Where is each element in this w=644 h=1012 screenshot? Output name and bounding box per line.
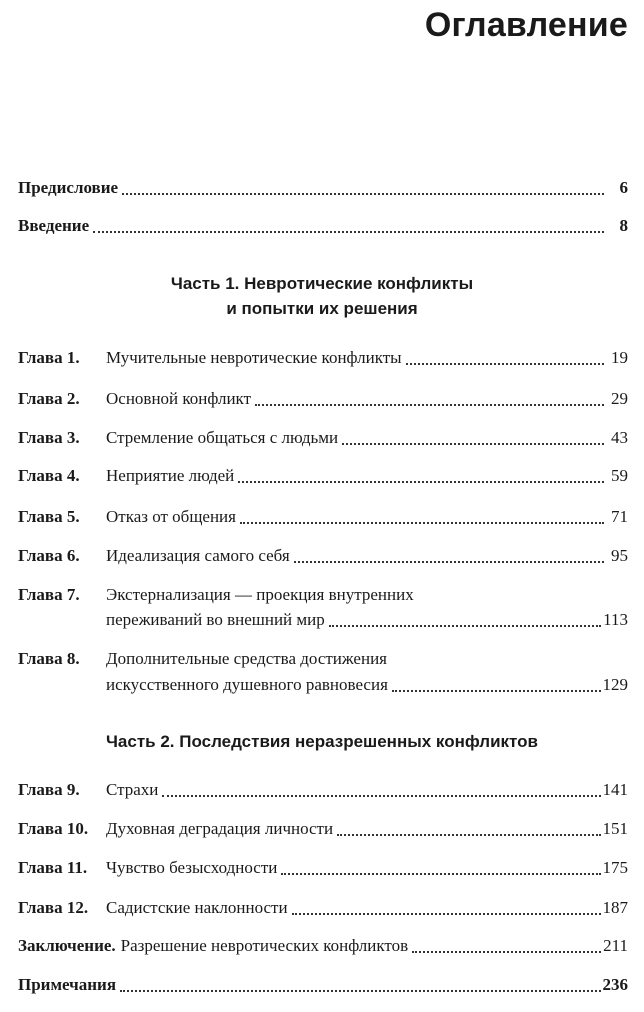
toc-entry-chapter-5[interactable] [18,505,628,529]
page-number: 187 [602,898,628,917]
toc-entry-chapter-8[interactable] [18,647,628,671]
toc-entry-chapter-2[interactable] [18,387,628,411]
leader-dots [329,625,601,627]
toc-entry-chapter-4[interactable] [18,464,628,488]
toc-entry-chapter-11[interactable] [18,856,628,880]
page-number: 29 [611,389,628,408]
toc-entry-chapter-9[interactable] [18,778,628,802]
chapter-label: Глава 5. [18,507,80,526]
toc-entry-conclusion[interactable] [18,934,628,958]
page-number: 43 [611,428,628,447]
toc-entry-chapter-7[interactable] [18,583,628,607]
chapter-label: Глава 6. [18,546,80,565]
page-number: 95 [611,546,628,565]
leader-dots [337,834,600,836]
toc-entry-preface[interactable] [18,176,628,200]
part-2-heading: Часть 2. Последствия неразрешенных конфликтов [105,732,538,751]
chapter-label: Глава 8. [18,649,80,668]
chapter-title-line-1: Дополнительные средства достижения [106,649,387,668]
conclusion-title: Разрешение невротических конфликтов [120,936,409,955]
leader-dots [392,690,601,692]
chapter-label: Глава 4. [18,466,80,485]
toc-entry-introduction[interactable] [18,214,628,238]
leader-dots [240,522,604,524]
leader-dots [294,561,604,563]
entry-title: Введение [18,216,90,235]
leader-dots [120,990,600,992]
page-number: 19 [611,348,628,367]
page-number: 236 [602,975,628,994]
leader-dots [406,363,604,365]
chapter-title: Чувство безысходности [106,858,278,877]
chapter-label: Глава 3. [18,428,80,447]
leader-dots [93,231,604,233]
chapter-title-line-2: искусственного душевного равновесия [106,675,388,694]
toc-entry-chapter-3[interactable] [18,426,628,450]
page-number: 59 [611,466,628,485]
conclusion-label: Заключение. [18,936,116,955]
chapter-title: Идеализация самого себя [106,546,290,565]
chapter-label: Глава 1. [18,348,80,367]
page-number: 211 [603,936,628,955]
chapter-label: Глава 9. [18,780,80,799]
leader-dots [412,951,601,953]
chapter-title: Стремление общаться с людьми [106,428,339,447]
page-number: 71 [611,507,628,526]
leader-dots [292,913,601,915]
toc-entry-chapter-7-continued[interactable] [106,608,628,632]
page-number: 113 [603,610,628,629]
toc-entry-notes[interactable] [18,973,628,997]
chapter-title-line-2: переживаний во внешний мир [106,610,325,629]
page-number: 129 [602,675,628,694]
page-number: 151 [602,819,628,838]
chapter-title-line-1: Экстернализация — проекция внутренних [106,585,414,604]
part-1-heading-line-2: и попытки их решения [226,299,418,318]
leader-dots [255,404,604,406]
leader-dots [281,873,600,875]
part-1-heading-line-1: Часть 1. Невротические конфликты [170,274,474,293]
chapter-label: Глава 12. [18,898,89,917]
toc-entry-chapter-8-continued[interactable] [106,673,628,697]
toc-entry-chapter-12[interactable] [18,896,628,920]
chapter-title: Основной конфликт [106,389,252,408]
chapter-title: Неприятие людей [106,466,235,485]
entry-title: Предисловие [18,178,119,197]
leader-dots [122,193,604,195]
page-title: Оглавление [424,6,628,44]
toc-entry-chapter-6[interactable] [18,544,628,568]
chapter-title: Мучительные невротические конфликты [106,348,402,367]
page-number: 8 [619,216,628,235]
chapter-label: Глава 11. [18,858,88,877]
entry-title: Примечания [18,975,117,994]
chapter-title: Духовная деградация личности [106,819,334,838]
toc-entry-chapter-10[interactable] [18,817,628,841]
page-number: 175 [602,858,628,877]
chapter-title: Отказ от общения [106,507,236,526]
leader-dots [162,795,600,797]
chapter-title: Садистские наклонности [106,898,288,917]
leader-dots [238,481,604,483]
page-number: 6 [619,178,628,197]
toc-entry-chapter-1[interactable] [18,346,628,370]
leader-dots [342,443,604,445]
chapter-label: Глава 7. [18,585,80,604]
chapter-label: Глава 10. [18,819,89,838]
chapter-label: Глава 2. [18,389,80,408]
page-number: 141 [602,780,628,799]
chapter-title: Страхи [106,780,159,799]
